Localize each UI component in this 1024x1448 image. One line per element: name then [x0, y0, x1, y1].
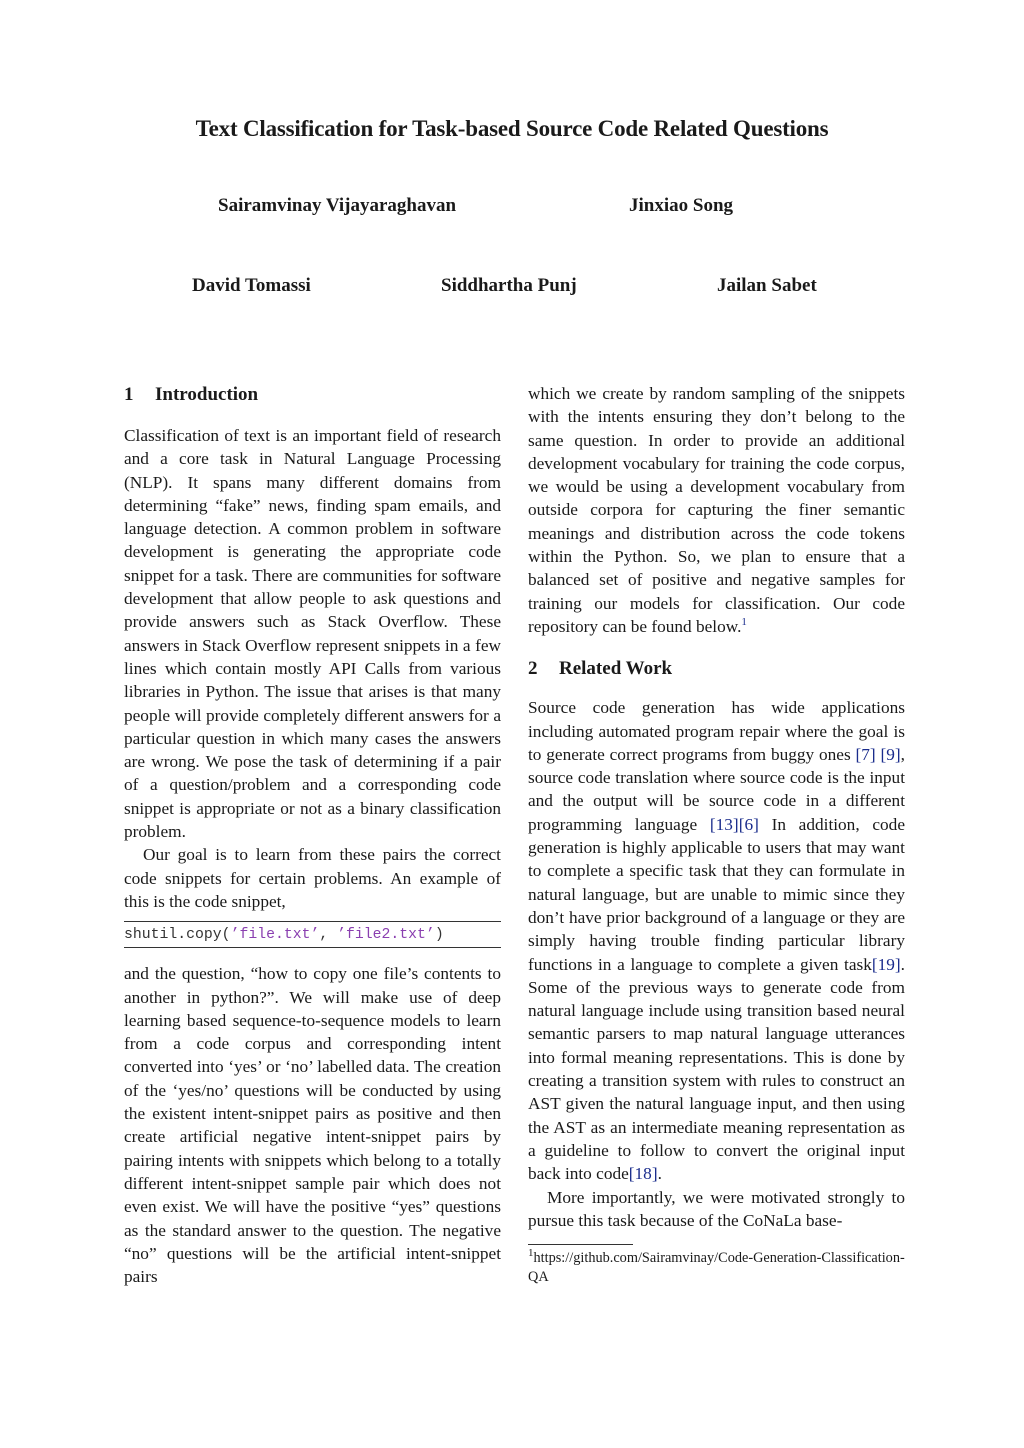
citation-link[interactable]: [7]	[855, 744, 876, 764]
author-name: David Tomassi	[192, 275, 311, 296]
paragraph: Classification of text is an important field of research and a core task in Natural Language Processing (NLP). It spans many different domains from determining “fake” news, finding spam emails, and language detection. A common problem in software development is generating the appropriate code snippet for a task. There are communities for software development that allow people to ask questions and provide answers such as Stack Overflow. These answers in Stack Overflow represent snippets in a few lines which contain mostly API Calls from various libraries in Python. The issue that arises is that many people will provide completely different answers for a particular question in which many cases the answers are wrong. We pose the task of determining if a pair of a question/problem and a corresponding code snippet is appropriate or not as a binary classification problem.	[124, 426, 501, 842]
right-column	[528, 382, 905, 1287]
citation-link[interactable]: [18]	[628, 1164, 658, 1184]
section-number: 2	[528, 658, 538, 680]
code-separator: ,	[319, 927, 338, 944]
section-title: Introduction	[155, 384, 259, 405]
footnote-divider	[528, 1244, 633, 1245]
citation-link[interactable]: [19]	[871, 954, 901, 974]
footnote-mark: 1	[528, 1247, 534, 1260]
paragraph: More importantly, we were motivated strongly to pursue this task because of the CoNaLa base-	[528, 1187, 905, 1230]
code-function: shutil.copy(	[124, 927, 231, 944]
left-column	[124, 382, 501, 1288]
paragraph-text: , source code translation where source code is the input and the output will be source code in a different programming language	[528, 744, 905, 834]
paragraph: and the question, “how to copy one file’s contents to another in python?”. We will make use of deep learning based sequence-to-sequence models to learn from a code corpus and corresponding intent converted into ‘yes’ or ‘no’ labelled data. The creation of the ‘yes/no’ questions will be conducted by using the existent intent-snippet pairs as positive and then create artificial negative intent-snippet pairs by pairing intents with snippets which belong to a totally different intent-snippet sample pair which does not even exist. We will have the positive “yes” questions as the standard answer to the question. The negative “no” questions will be the artificial intent-snippet pairs	[124, 964, 501, 1287]
paragraph-text: . Some of the previous ways to generate code from natural language include using transition based neural semantic parsers to map natural language utterances into formal meaning representations. This is done by creating a transition system with rules to construct an AST given the natural language input, and then using the AST as an intermediate meaning representation as a guideline to follow to convert the original input back into code	[528, 954, 905, 1184]
author-name: Jinxiao Song	[629, 195, 734, 216]
paragraph: Our goal is to learn from these pairs the correct code snippets for certain problems. An example of this is the code snippet,	[124, 845, 501, 911]
author-name: Sairamvinay Vijayaraghavan	[218, 195, 457, 216]
section-title: Related Work	[559, 658, 673, 680]
code-snippet	[124, 921, 501, 948]
author-name: Jailan Sabet	[717, 275, 817, 296]
footnote	[528, 1249, 905, 1287]
paper-title: Text Classification for Task-based Source Code Related Questions	[195, 116, 829, 141]
code-string: ’file2.txt’	[337, 927, 435, 944]
author-name: Siddhartha Punj	[441, 275, 577, 296]
citation-link[interactable]: [9]	[880, 744, 901, 764]
paragraph-text: which we create by random sampling of the snippets with the intents ensuring they don’t belong to the same question. In order to provide an additional development vocabulary for training the code corpus, we would be using a development vocabulary from outside corpora for capturing the finer semantic meanings and distribution across the code tokens within the Python. So, we plan to ensure that a balanced set of positive and negative samples for training our models for classification. Our code repository can be found below.	[528, 384, 905, 636]
section-heading-related-work	[528, 656, 905, 682]
section-number: 1	[124, 384, 134, 405]
paragraph-text: In addition, code generation is highly applicable to users that may want to complete a specific task that they can formulate in natural language, but are unable to mimic since they don’t have prior background of a language or they are simply having trouble finding particular library functions in a language to complete a given task	[528, 814, 905, 974]
paragraph	[528, 696, 905, 1185]
footnote-url[interactable]: https://github.com/Sairamvinay/Code-Generation-Classification-QA	[528, 1250, 905, 1286]
paragraph-text: .	[657, 1164, 662, 1184]
citation-link[interactable]: [13]	[709, 814, 739, 834]
citation-link[interactable]: [6]	[738, 814, 759, 834]
footnote-reference[interactable]: 1	[741, 616, 747, 629]
section-heading-introduction	[124, 382, 501, 408]
code-string: ’file.txt’	[230, 927, 320, 944]
code-close: )	[434, 927, 444, 944]
paragraph	[528, 382, 905, 638]
paragraph-text: Source code generation has wide applications including automated program repair where the goal is to generate correct programs from buggy ones	[528, 698, 905, 764]
